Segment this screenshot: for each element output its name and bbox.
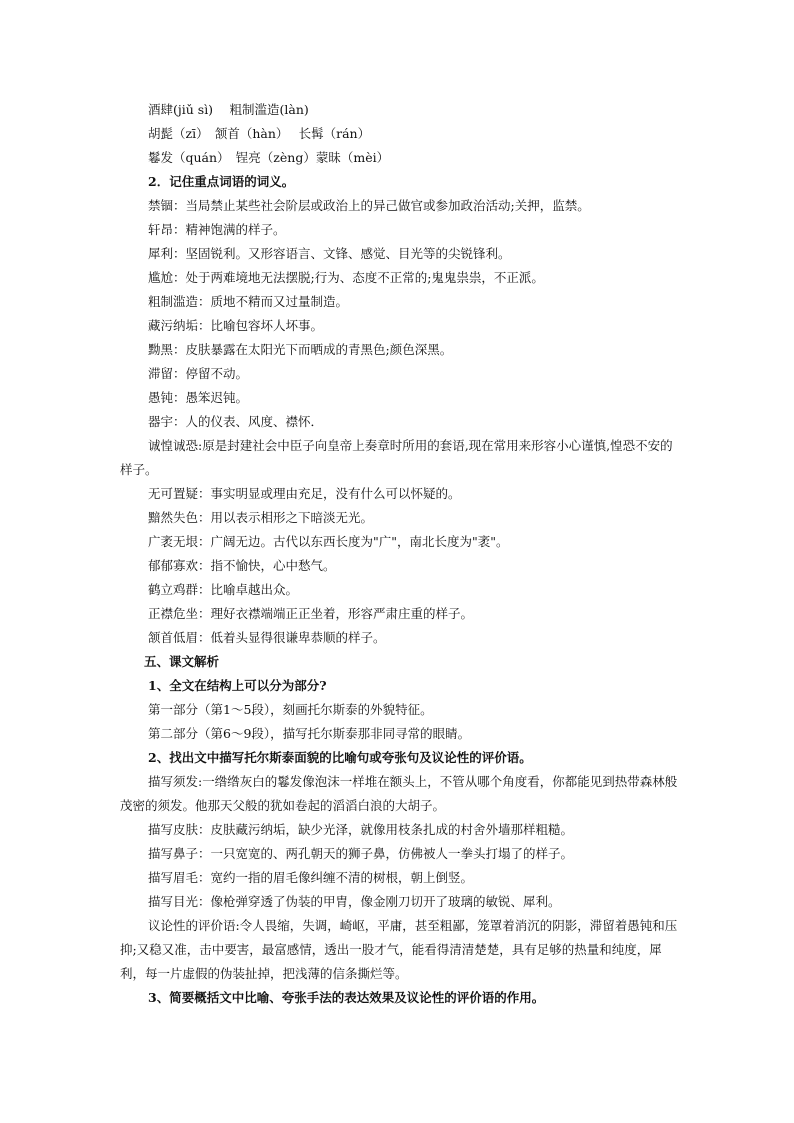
description-item: 描写鼻子：一只宽宽的、两孔朝天的狮子鼻，仿佛被人一拳头打塌了的样子。	[148, 846, 574, 861]
definition-item: 滞留：停留不动。	[148, 366, 249, 381]
definition-item: 禁锢：当局禁止某些社会阶层或政治上的异己做官或参加政治活动;关押，监禁。	[148, 198, 590, 213]
pinyin-line-2: 胡髭（zī） 颔首（hàn） 长髯（rán）	[148, 126, 371, 141]
answer-line: 第一部分（第1～5段），刻画托尔斯泰的外貌特征。	[148, 702, 433, 717]
beard-description: 描写须发:一绺绺灰白的鬈发像泡沫一样堆在额头上，不管从哪个角度看，你都能见到热带森林般茂密的须发。他那天父般的犹如卷起的滔滔白浪的大胡子。	[120, 774, 678, 813]
document-page	[120, 98, 680, 1010]
definition-item: 郁郁寡欢：指不愉快，心中愁气。	[148, 558, 336, 573]
definition-item: 无可置疑：事实明显或理由充足，没有什么可以怀疑的。	[148, 486, 461, 501]
definition-item: 粗制滥造：质地不精而又过量制造。	[148, 294, 349, 309]
question-1-heading: 1、全文在结构上可以分为部分?	[148, 678, 327, 693]
question-2-heading: 2、找出文中描写托尔斯泰面貌的比喻句或夸张句及议论性的评价语。	[148, 750, 532, 765]
definition-item: 轩昂：精神饱满的样子。	[148, 222, 286, 237]
description-item: 描写目光：像枪弹穿透了伪装的甲胄，像金刚刀切开了玻璃的敏锐、犀利。	[148, 894, 561, 909]
section-5-heading: 五、课文解析	[144, 654, 220, 669]
definition-item: 犀利：坚固锐利。又形容语言、文锋、感觉、目光等的尖锐锋利。	[148, 246, 511, 261]
description-item: 描写皮肤：皮肤藏污纳垢，缺少光泽，就像用枝条扎成的村舍外墙那样粗糙。	[148, 822, 574, 837]
definition-item: 颔首低眉：低着头显得很谦卑恭顺的样子。	[148, 630, 386, 645]
definition-item: 愚钝：愚笨迟钝。	[148, 390, 249, 405]
section-2-heading: 2．记住重点词语的词义。	[148, 174, 295, 189]
definition-item: 藏污纳垢：比喻包容坏人坏事。	[148, 318, 324, 333]
evaluation-paragraph: 议论性的评价语:令人畏缩，失调，崎岖，平庸，甚至粗鄙，笼罩着消沉的阴影，滞留着愚钝和压抑;又稳又准，击中要害，最富感情，透出一股才气，能看得清清楚楚，具有足够的热量和纯度，犀利，每一片虚假的伪装扯掉，把浅薄的信条撕烂等。	[120, 918, 678, 981]
pinyin-line-1: 酒肆(jiǔ sì) 粗制滥造(làn)	[148, 102, 309, 117]
definition-item: 黯然失色：用以表示相形之下暗淡无光。	[148, 510, 374, 525]
question-3-heading: 3、简要概括文中比喻、夸张手法的表达效果及议论性的评价语的作用。	[148, 990, 545, 1005]
description-item: 描写眉毛：宽约一指的眉毛像纠缠不清的树根，朝上倒竖。	[148, 870, 474, 885]
answer-line: 第二部分（第6～9段），描写托尔斯泰那非同寻常的眼睛。	[148, 726, 471, 741]
definition-item: 黝黑：皮肤暴露在太阳光下而晒成的青黑色;颜色深黑。	[148, 342, 453, 357]
definition-item: 器宇：人的仪表、风度、襟怀．	[148, 414, 324, 429]
definition-item: 正襟危坐：理好衣襟端端正正坐着，形容严肃庄重的样子。	[148, 606, 474, 621]
pinyin-line-3: 鬈发（quán） 锃亮（zèng）蒙昧（mèi）	[148, 150, 390, 165]
definition-item: 广袤无垠：广阔无边。古代以东西长度为"广"，南北长度为"袤"。	[148, 534, 509, 549]
definition-item: 鹤立鸡群：比喻卓越出众。	[148, 582, 299, 597]
definition-item: 尴尬：处于两难境地无法摆脱;行为、态度不正常的;鬼鬼祟祟，不正派。	[148, 270, 544, 285]
definition-long: 诚惶诚恐:原是封建社会中臣子向皇帝上奏章时所用的套语,现在常用来形容小心谨慎,惶恐不安的样子。	[120, 438, 673, 477]
